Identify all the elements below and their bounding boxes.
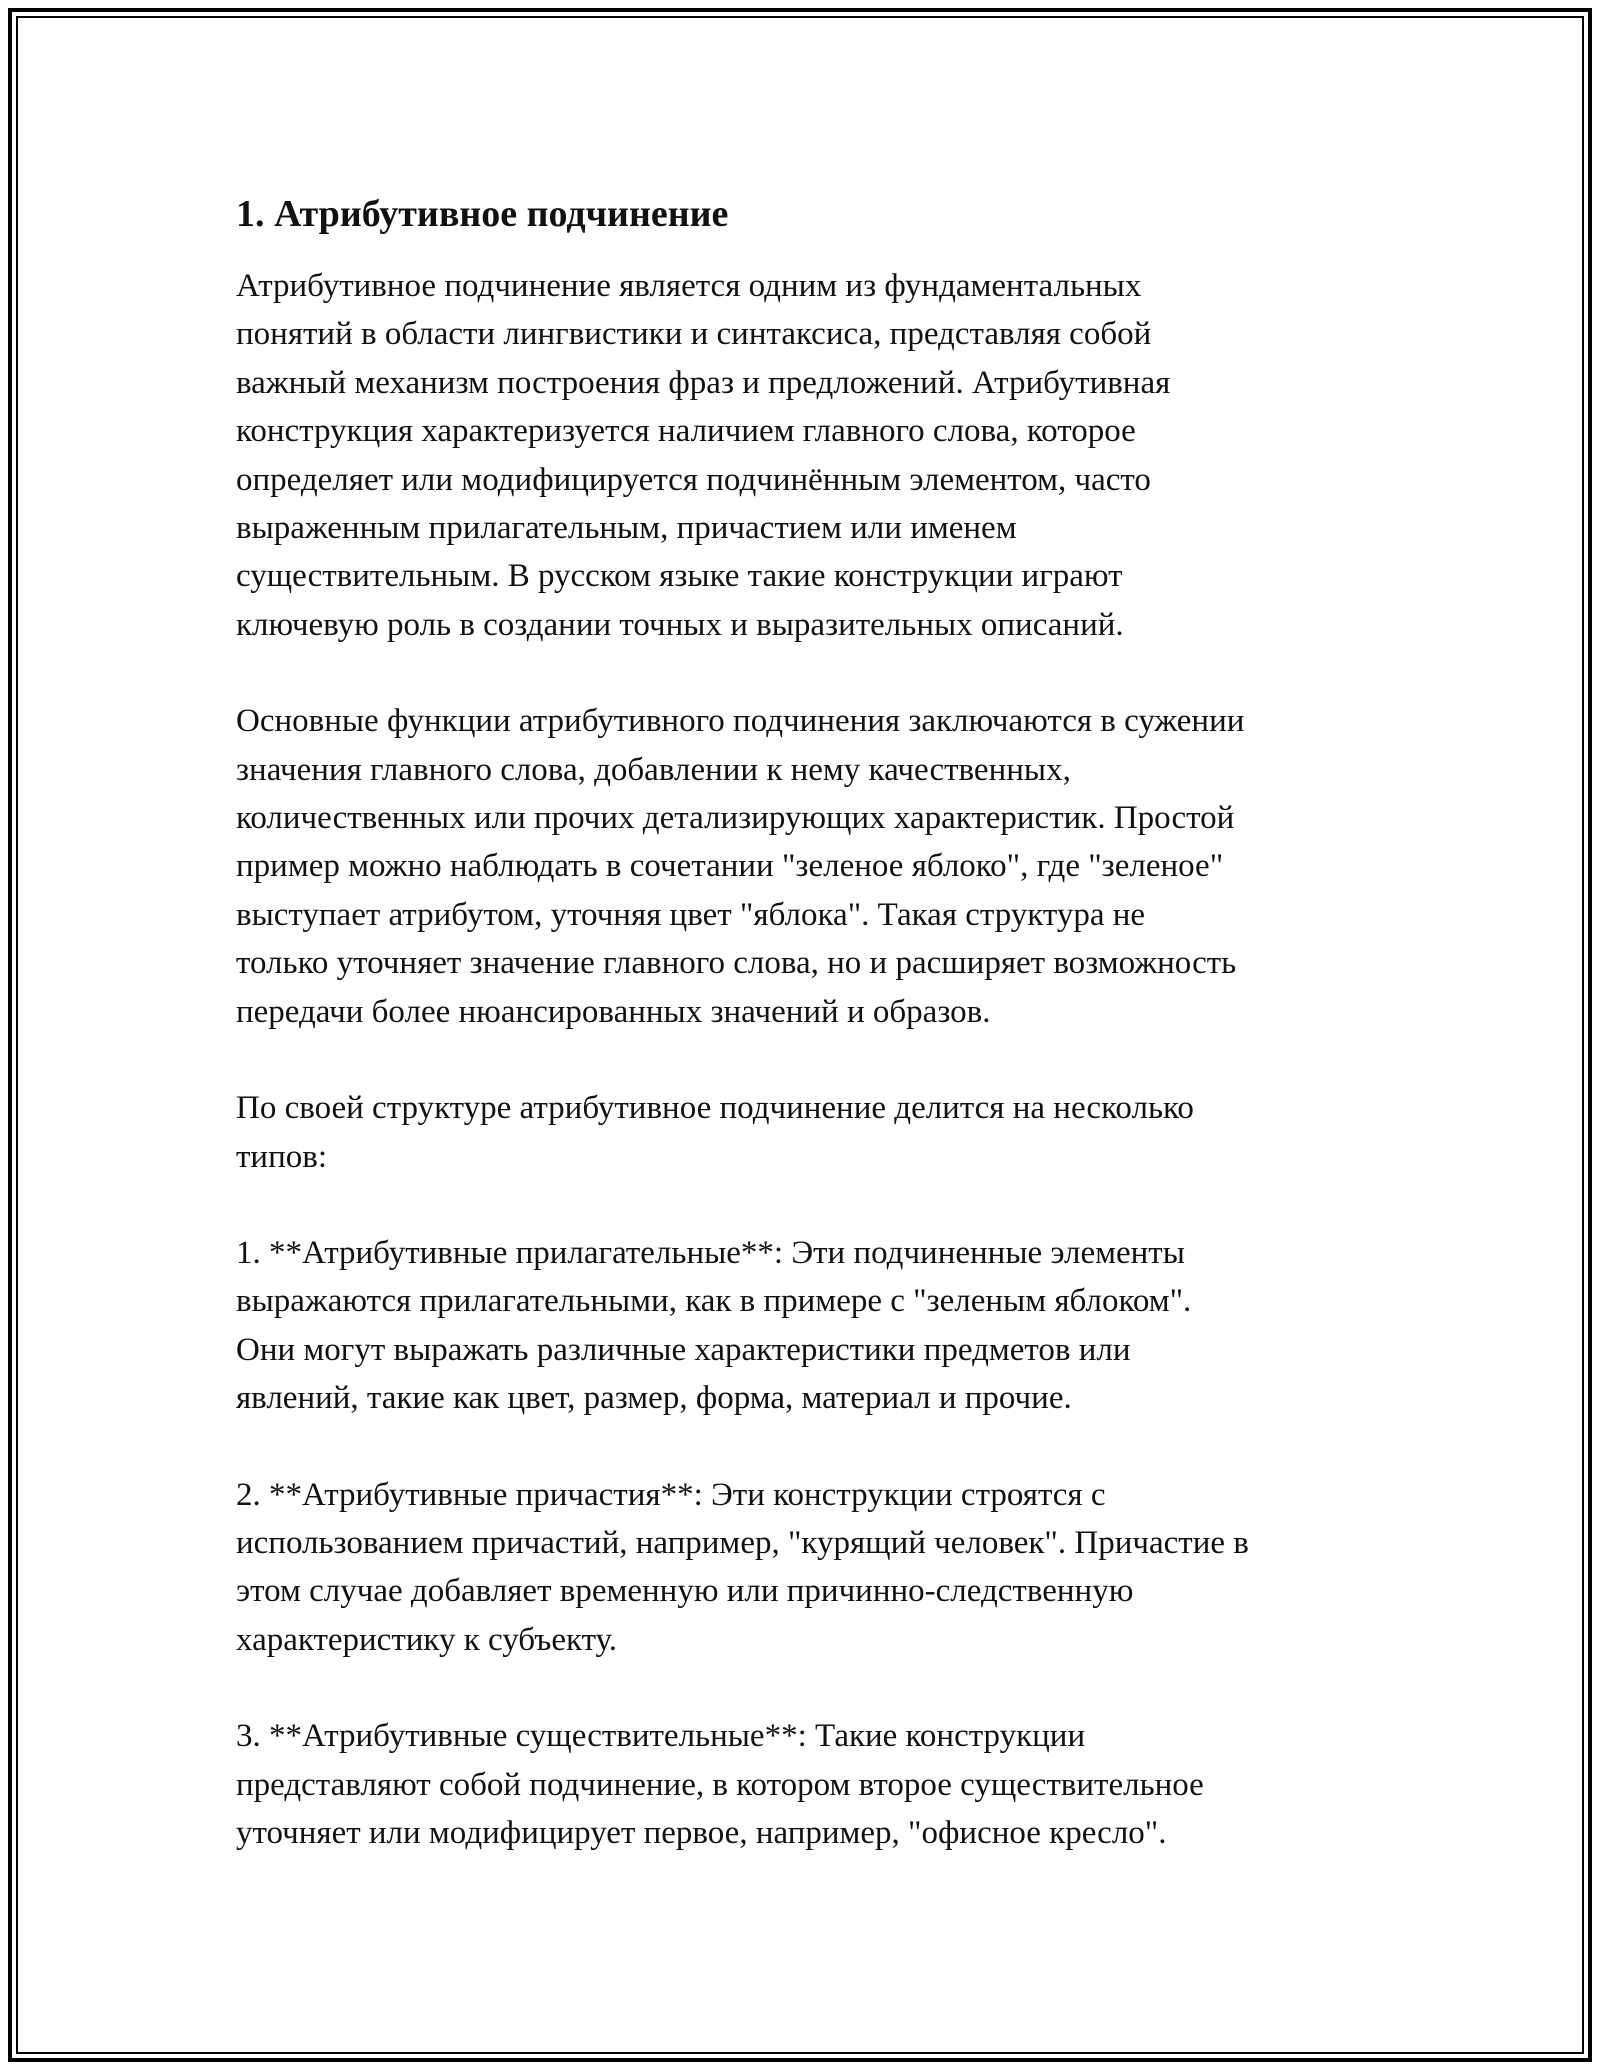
section-heading: 1. Атрибутивное подчинение bbox=[236, 193, 729, 235]
list-item-participles: 2. **Атрибутивные причастия**: Эти конструкции строятся с использованием причастий, например, "курящий человек". Причастие в этом случае добавляет временную или причинно-следственную характеристику к субъекту. bbox=[236, 1476, 1249, 1658]
paragraph-intro: Атрибутивное подчинение является одним из фундаментальных понятий в области лингвистики и синтаксиса, представляя собой важный механизм построения фраз и предложений. Атрибутивная конструкция характеризуется наличием главного слова, которое определяет или модифицируется подчинённым элементом, часто выраженным прилагательным, причастием или именем существительным. В русском языке такие конструкции играют ключевую роль в создании точных и выразительных описаний. bbox=[236, 268, 1171, 643]
paragraph-functions: Основные функции атрибутивного подчинения заключаются в сужении значения главного слова, добавлении к нему качественных, количественных или прочих детализирующих характеристик. Простой пример можно наблюдать в сочетании "зеленое яблоко", где "зеленое" выступает атрибутом, уточняя цвет "яблока". Такая структура не только уточняет значение главного слова, но и расширяет возможность передачи более нюансированных значений и образов. bbox=[236, 703, 1245, 1030]
paragraph-types-intro: По своей структуре атрибутивное подчинение делится на несколько типов: bbox=[236, 1090, 1194, 1175]
list-item-adjectives: 1. **Атрибутивные прилагательные**: Эти подчиненные элементы выражаются прилагательными, как в примере с "зеленым яблоком". Они могут выражать различные характеристики предметов или явлений, такие как цвет, размер, форма, материал и прочие. bbox=[236, 1234, 1192, 1417]
document-body bbox=[236, 188, 1376, 1857]
list-item-nouns: 3. **Атрибутивные существительные**: Такие конструкции представляют собой подчинение, в котором второе существительное уточняет или модифицирует первое, например, "офисное кресло". bbox=[236, 1718, 1204, 1851]
